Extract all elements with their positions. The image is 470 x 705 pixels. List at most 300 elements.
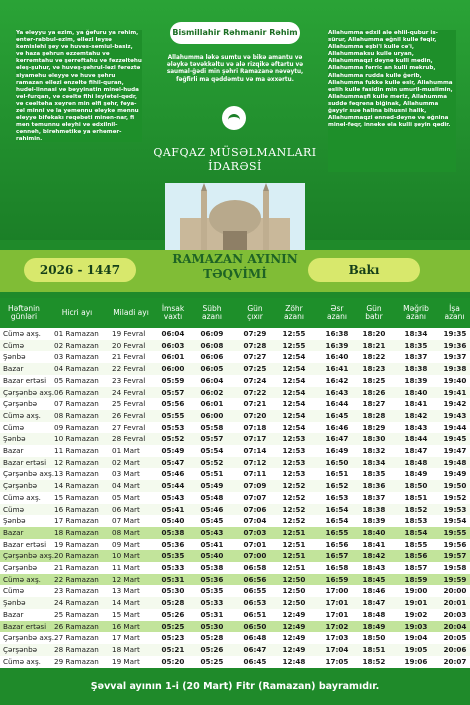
maghrib-cell: 18:49 bbox=[404, 469, 428, 479]
sunrise-cell: 07:03 bbox=[243, 527, 267, 537]
table-row bbox=[0, 410, 470, 422]
header-imsak: İmsak vaxtı bbox=[161, 304, 185, 321]
sunset-cell: 18:48 bbox=[362, 609, 386, 619]
table-row bbox=[0, 433, 470, 445]
maghrib-cell: 18:44 bbox=[404, 434, 428, 444]
sunrise-cell: 06:51 bbox=[243, 609, 267, 619]
hijri-cell: 25 Ramazan bbox=[54, 609, 99, 619]
city-badge: Bakı bbox=[308, 258, 420, 282]
isha-cell: 20:00 bbox=[443, 586, 467, 596]
imsak-cell: 05:59 bbox=[161, 375, 185, 385]
weekday-cell: Cümə bbox=[3, 422, 24, 432]
maghrib-cell: 19:05 bbox=[404, 644, 428, 654]
hijri-cell: 11 Ramazan bbox=[54, 446, 99, 455]
weekday-cell: Çərşənbə bbox=[3, 481, 38, 491]
table-row bbox=[0, 363, 470, 375]
imsak-cell: 05:35 bbox=[161, 551, 185, 561]
weekday-cell: Çərşənbə axş. bbox=[3, 387, 55, 397]
asr-cell: 16:54 bbox=[325, 504, 349, 514]
dhuhr-cell: 12:51 bbox=[282, 563, 306, 572]
isha-cell: 20:03 bbox=[443, 609, 467, 619]
maghrib-cell: 18:56 bbox=[404, 551, 428, 561]
imsak-cell: 05:49 bbox=[161, 446, 185, 455]
table-row bbox=[0, 585, 470, 597]
header-sunrise: Gün çıxır bbox=[247, 304, 263, 321]
hijri-cell: 07 Ramazan bbox=[54, 399, 99, 409]
dhuhr-cell: 12:49 bbox=[282, 644, 306, 654]
isha-cell: 19:42 bbox=[443, 399, 467, 409]
hijri-cell: 09 Ramazan bbox=[54, 422, 99, 432]
gregorian-cell: 03 Mart bbox=[112, 469, 140, 479]
hijri-cell: 02 Ramazan bbox=[54, 340, 99, 350]
isha-cell: 19:35 bbox=[443, 329, 467, 338]
asr-cell: 16:45 bbox=[325, 410, 349, 420]
hijri-cell: 05 Ramazan bbox=[54, 375, 99, 385]
isha-cell: 19:45 bbox=[443, 434, 467, 444]
hijri-cell: 03 Ramazan bbox=[54, 352, 99, 362]
asr-cell: 16:53 bbox=[325, 492, 349, 502]
sunrise-cell: 07:11 bbox=[243, 469, 267, 479]
asr-cell: 16:39 bbox=[325, 340, 349, 350]
fajr-cell: 05:41 bbox=[200, 539, 224, 549]
maghrib-cell: 18:43 bbox=[404, 422, 428, 432]
weekday-cell: Bazar ertəsi bbox=[3, 621, 47, 631]
sunset-cell: 18:37 bbox=[362, 492, 386, 502]
sunset-cell: 18:39 bbox=[362, 516, 386, 526]
fajr-cell: 05:31 bbox=[200, 609, 224, 619]
fajr-cell: 05:33 bbox=[200, 598, 224, 608]
imsak-cell: 05:21 bbox=[161, 644, 185, 654]
dhuhr-cell: 12:54 bbox=[282, 410, 306, 420]
table-row bbox=[0, 445, 470, 457]
maghrib-cell: 19:03 bbox=[404, 621, 428, 631]
gregorian-cell: 11 Mart bbox=[112, 563, 140, 572]
maghrib-cell: 18:42 bbox=[404, 410, 428, 420]
hijri-cell: 23 Ramazan bbox=[54, 586, 99, 596]
dhuhr-cell: 12:54 bbox=[282, 364, 306, 374]
gregorian-cell: 13 Mart bbox=[112, 586, 140, 596]
gregorian-cell: 25 Fevral bbox=[112, 399, 146, 409]
sunrise-cell: 06:56 bbox=[243, 574, 267, 584]
isha-cell: 20:04 bbox=[443, 621, 467, 631]
fajr-cell: 06:09 bbox=[200, 329, 224, 338]
asr-cell: 16:54 bbox=[325, 516, 349, 526]
table-row bbox=[0, 398, 470, 410]
hijri-cell: 18 Ramazan bbox=[54, 527, 99, 537]
weekday-cell: Bazar bbox=[3, 527, 24, 537]
imsak-cell: 05:31 bbox=[161, 574, 185, 584]
dhuhr-cell: 12:54 bbox=[282, 399, 306, 409]
fajr-cell: 06:04 bbox=[200, 375, 224, 385]
sunrise-cell: 07:17 bbox=[243, 434, 267, 444]
isha-cell: 19:58 bbox=[443, 563, 467, 572]
hijri-cell: 17 Ramazan bbox=[54, 516, 99, 526]
imsak-cell: 05:43 bbox=[161, 492, 185, 502]
isha-cell: 19:52 bbox=[443, 492, 467, 502]
dhuhr-cell: 12:51 bbox=[282, 527, 306, 537]
fajr-cell: 05:52 bbox=[200, 457, 224, 467]
fajr-cell: 06:01 bbox=[200, 399, 224, 409]
isha-cell: 19:44 bbox=[443, 422, 467, 432]
maghrib-cell: 18:39 bbox=[404, 375, 428, 385]
dhuhr-cell: 12:50 bbox=[282, 574, 306, 584]
fajr-cell: 06:05 bbox=[200, 364, 224, 374]
fajr-cell: 06:06 bbox=[200, 352, 224, 362]
dhuhr-cell: 12:54 bbox=[282, 387, 306, 397]
header-sunset: Gün batır bbox=[365, 304, 383, 321]
maghrib-cell: 18:55 bbox=[404, 539, 428, 549]
asr-cell: 16:43 bbox=[325, 387, 349, 397]
sunset-cell: 18:25 bbox=[362, 375, 386, 385]
header-hijri: Hicri ayı bbox=[61, 308, 93, 317]
sunrise-cell: 07:27 bbox=[243, 352, 267, 362]
gregorian-cell: 19 Fevral bbox=[112, 329, 146, 338]
asr-cell: 16:38 bbox=[325, 329, 349, 338]
dhuhr-cell: 12:48 bbox=[282, 656, 306, 666]
header-gregorian: Miladi ayı bbox=[113, 308, 149, 317]
gregorian-cell: 09 Mart bbox=[112, 539, 140, 549]
gregorian-cell: 19 Mart bbox=[112, 656, 140, 666]
maghrib-cell: 19:04 bbox=[404, 633, 428, 643]
isha-cell: 19:43 bbox=[443, 410, 467, 420]
hijri-cell: 27 Ramazan bbox=[54, 633, 99, 643]
table-row bbox=[0, 527, 470, 539]
organization-logo bbox=[222, 106, 246, 130]
maghrib-cell: 18:40 bbox=[404, 387, 428, 397]
isha-cell: 20:01 bbox=[443, 598, 467, 608]
imsak-cell: 05:46 bbox=[161, 469, 185, 479]
table-row bbox=[0, 609, 470, 621]
asr-cell: 16:55 bbox=[325, 527, 349, 537]
sunrise-cell: 07:09 bbox=[243, 481, 267, 491]
imsak-cell: 06:04 bbox=[161, 329, 185, 338]
maghrib-cell: 18:47 bbox=[404, 446, 428, 455]
gregorian-cell: 18 Mart bbox=[112, 644, 140, 654]
hijri-cell: 28 Ramazan bbox=[54, 644, 99, 654]
gregorian-cell: 14 Mart bbox=[112, 598, 140, 608]
table-row bbox=[0, 480, 470, 492]
sunset-cell: 18:46 bbox=[362, 586, 386, 596]
weekday-cell: Çərşənbə bbox=[3, 644, 38, 654]
weekday-cell: Cümə axş. bbox=[3, 492, 41, 502]
gregorian-cell: 04 Mart bbox=[112, 481, 140, 491]
gregorian-cell: 12 Mart bbox=[112, 574, 140, 584]
sunset-cell: 18:26 bbox=[362, 387, 386, 397]
table-row bbox=[0, 597, 470, 609]
sunrise-cell: 06:48 bbox=[243, 633, 267, 643]
fajr-cell: 05:40 bbox=[200, 551, 224, 561]
imsak-cell: 05:47 bbox=[161, 457, 185, 467]
asr-cell: 16:56 bbox=[325, 539, 349, 549]
year-badge: 2026 - 1447 bbox=[24, 258, 136, 282]
imsak-cell: 05:57 bbox=[161, 387, 185, 397]
fajr-cell: 05:54 bbox=[200, 446, 224, 455]
table-row bbox=[0, 492, 470, 504]
fajr-cell: 05:28 bbox=[200, 633, 224, 643]
sunrise-cell: 07:24 bbox=[243, 375, 267, 385]
sunset-cell: 18:52 bbox=[362, 656, 386, 666]
table-row bbox=[0, 656, 470, 668]
table-row bbox=[0, 457, 470, 469]
sunset-cell: 18:21 bbox=[362, 340, 386, 350]
dhuhr-cell: 12:53 bbox=[282, 457, 306, 467]
gregorian-cell: 24 Fevral bbox=[112, 387, 146, 397]
sunset-cell: 18:38 bbox=[362, 504, 386, 514]
table-row bbox=[0, 515, 470, 527]
gregorian-cell: 01 Mart bbox=[112, 446, 140, 455]
hijri-cell: 04 Ramazan bbox=[54, 364, 99, 374]
fajr-cell: 05:45 bbox=[200, 516, 224, 526]
hijri-cell: 14 Ramazan bbox=[54, 481, 99, 491]
gregorian-cell: 28 Fevral bbox=[112, 434, 146, 444]
bismillah-title: Bismillahir Rəhmanir Rəhim bbox=[170, 22, 300, 44]
weekday-cell: Şənbə bbox=[3, 516, 26, 526]
dhuhr-cell: 12:53 bbox=[282, 446, 306, 455]
imsak-cell: 06:01 bbox=[161, 352, 185, 362]
fajr-cell: 05:48 bbox=[200, 492, 224, 502]
isha-cell: 19:48 bbox=[443, 457, 467, 467]
weekday-cell: Şənbə bbox=[3, 352, 26, 362]
header-asr: Əsr azanı bbox=[327, 304, 347, 321]
imsak-cell: 05:53 bbox=[161, 422, 185, 432]
weekday-cell: Şənbə bbox=[3, 434, 26, 444]
maghrib-cell: 18:34 bbox=[404, 329, 428, 338]
prayer-text-right: Allahumma ədxil alə əhlil-qubur is-sürur, Allahumma əğnil kullə fəqir, Allahumma əşbi'i kullə cə'i, Allahummaksu kullə uryan, Allahummaqzi dəynə kulli mədin, Allahumma fərric an kulli məkrub, Allahumma rudda kullə ğərib, Allahumma fukkə kullə əsir, Allahumma əslih kullə fasidin min umuril-muslimin, Allahummaşfi kullə məriz, Allahumma suddə fəqrəna biğinak, Allahumma ğayyir suə halina bihusni halik, Allahummaqzi ənnəd-dəynə və əğnina minəl-fəqr, innəkə əla kulli şəyin qədir. bbox=[328, 30, 456, 172]
sunset-cell: 18:35 bbox=[362, 469, 386, 479]
sunset-cell: 18:36 bbox=[362, 481, 386, 491]
sunrise-cell: 07:28 bbox=[243, 340, 267, 350]
sunset-cell: 18:51 bbox=[362, 644, 386, 654]
imsak-cell: 05:26 bbox=[161, 609, 185, 619]
weekday-cell: Cümə bbox=[3, 340, 24, 350]
asr-cell: 16:41 bbox=[325, 364, 349, 374]
gregorian-cell: 20 Fevral bbox=[112, 340, 146, 350]
prayer-text-left: Ya ələyyu ya ezim, ya ğəfuru ya rəhim, əntər-rabbul-ezim, əlləzi leysə kəmisləhi şəy və huvəs-səmiul-basiz, və haza şəhrun əzzəmtahu və kərrəmtahu və şərrəftahu və fəzzəltəhu ələş-şuhur, və huvəş-şəhrul-ləzi fərəztə siyaməhu əleyyə və huvə şəhru ramazan əlləzi ənzəltə fihil-quran, hudəl-linnasi və bəyyinatin minəl-huda vəl-furqan, və cəəltə fihi leylətəl-qədr, və cəəltəha xəyrən min əlfi şəhr, fəya-zəl minni və la yəmənnu ələykə mənnu ələyyə bifəkakı rəqəbəti minən-nar, fi mən təmunnu ələyhi və ədxilnil-cənnəh, birəhmətikə ya ərhəmər-rahimin. bbox=[16, 30, 142, 143]
imsak-cell: 05:30 bbox=[161, 586, 185, 596]
maghrib-cell: 19:06 bbox=[404, 656, 428, 666]
weekday-cell: Cümə axş. bbox=[3, 656, 41, 666]
asr-cell: 16:46 bbox=[325, 422, 349, 432]
hijri-cell: 16 Ramazan bbox=[54, 504, 99, 514]
asr-cell: 16:51 bbox=[325, 469, 349, 479]
sunrise-cell: 07:01 bbox=[243, 539, 267, 549]
isha-cell: 19:38 bbox=[443, 364, 467, 374]
sunset-cell: 18:50 bbox=[362, 633, 386, 643]
gregorian-cell: 22 Fevral bbox=[112, 364, 146, 374]
sunset-cell: 18:22 bbox=[362, 352, 386, 362]
dhuhr-cell: 12:54 bbox=[282, 422, 306, 432]
sunrise-cell: 06:55 bbox=[243, 586, 267, 596]
dhuhr-cell: 12:53 bbox=[282, 469, 306, 479]
isha-cell: 19:56 bbox=[443, 539, 467, 549]
sunrise-cell: 07:04 bbox=[243, 516, 267, 526]
imsak-cell: 05:55 bbox=[161, 410, 185, 420]
sunset-cell: 18:41 bbox=[362, 539, 386, 549]
hijri-cell: 10 Ramazan bbox=[54, 434, 99, 444]
sunset-cell: 18:34 bbox=[362, 457, 386, 467]
asr-cell: 17:01 bbox=[325, 598, 349, 608]
fajr-cell: 05:38 bbox=[200, 563, 224, 572]
table-row bbox=[0, 644, 470, 656]
asr-cell: 16:47 bbox=[325, 434, 349, 444]
gregorian-cell: 06 Mart bbox=[112, 504, 140, 514]
weekday-cell: Bazar bbox=[3, 446, 24, 455]
weekday-cell: Çərşənbə axş. bbox=[3, 469, 55, 479]
prayer-text-middle: Allahumma ləkə sumtu və bikə amantu və ələykə təvəkkəltu və alə rizqikə əftartu və saumal-ğədi min şəhri Ramazanə nəvəytu, fəğfirli ma qəddəmtu və ma əxxərtu. bbox=[166, 55, 304, 83]
maghrib-cell: 18:35 bbox=[404, 340, 428, 350]
maghrib-cell: 18:59 bbox=[404, 574, 428, 584]
fajr-cell: 05:30 bbox=[200, 621, 224, 631]
imsak-cell: 05:56 bbox=[161, 399, 185, 409]
imsak-cell: 05:28 bbox=[161, 598, 185, 608]
hijri-cell: 22 Ramazan bbox=[54, 574, 99, 584]
sunrise-cell: 06:53 bbox=[243, 598, 267, 608]
dhuhr-cell: 12:52 bbox=[282, 504, 306, 514]
dhuhr-cell: 12:51 bbox=[282, 539, 306, 549]
header-fajr: Sübh azanı bbox=[202, 304, 222, 321]
sunrise-cell: 07:12 bbox=[243, 457, 267, 467]
gregorian-cell: 05 Mart bbox=[112, 492, 140, 502]
hijri-cell: 19 Ramazan bbox=[54, 539, 99, 549]
maghrib-cell: 18:53 bbox=[404, 516, 428, 526]
asr-cell: 16:59 bbox=[325, 574, 349, 584]
weekday-cell: Cümə bbox=[3, 586, 24, 596]
sunset-cell: 18:45 bbox=[362, 574, 386, 584]
sunrise-cell: 07:21 bbox=[243, 399, 267, 409]
maghrib-cell: 18:52 bbox=[404, 504, 428, 514]
hijri-cell: 06 Ramazan bbox=[54, 387, 99, 397]
gregorian-cell: 08 Mart bbox=[112, 527, 140, 537]
weekday-cell: Çərşənbə bbox=[3, 399, 38, 409]
asr-cell: 16:58 bbox=[325, 563, 349, 572]
isha-cell: 19:54 bbox=[443, 516, 467, 526]
asr-cell: 16:44 bbox=[325, 399, 349, 409]
hijri-cell: 24 Ramazan bbox=[54, 598, 99, 608]
sunset-cell: 18:32 bbox=[362, 446, 386, 455]
sunrise-cell: 07:00 bbox=[243, 551, 267, 561]
sunrise-cell: 07:20 bbox=[243, 410, 267, 420]
maghrib-cell: 18:50 bbox=[404, 481, 428, 491]
fajr-cell: 06:02 bbox=[200, 387, 224, 397]
weekday-cell: Cümə axş. bbox=[3, 410, 41, 420]
asr-cell: 16:42 bbox=[325, 375, 349, 385]
asr-cell: 17:03 bbox=[325, 633, 349, 643]
maghrib-cell: 18:54 bbox=[404, 527, 428, 537]
gregorian-cell: 16 Mart bbox=[112, 621, 140, 631]
isha-cell: 19:49 bbox=[443, 469, 467, 479]
imsak-cell: 05:40 bbox=[161, 516, 185, 526]
asr-cell: 16:50 bbox=[325, 457, 349, 467]
imsak-cell: 05:52 bbox=[161, 434, 185, 444]
dhuhr-cell: 12:49 bbox=[282, 609, 306, 619]
gregorian-cell: 02 Mart bbox=[112, 457, 140, 467]
asr-cell: 16:57 bbox=[325, 551, 349, 561]
calendar-title: RAMAZAN AYININ TƏQVİMİ bbox=[172, 252, 298, 281]
isha-cell: 19:37 bbox=[443, 352, 467, 362]
table-row bbox=[0, 562, 470, 574]
sunrise-cell: 06:45 bbox=[243, 656, 267, 666]
header-maghrib: Məğrib azanı bbox=[403, 304, 429, 321]
gregorian-cell: 21 Fevral bbox=[112, 352, 146, 362]
header-dhuhr: Zöhr azanı bbox=[284, 304, 304, 321]
sunrise-cell: 07:06 bbox=[243, 504, 267, 514]
hijri-cell: 15 Ramazan bbox=[54, 492, 99, 502]
isha-cell: 19:47 bbox=[443, 446, 467, 455]
imsak-cell: 05:41 bbox=[161, 504, 185, 514]
sunrise-cell: 06:58 bbox=[243, 563, 267, 572]
maghrib-cell: 19:02 bbox=[404, 609, 428, 619]
imsak-cell: 05:44 bbox=[161, 481, 185, 491]
timetable bbox=[0, 328, 470, 668]
weekday-cell: Bazar ertəsi bbox=[3, 539, 47, 549]
isha-cell: 20:06 bbox=[443, 644, 467, 654]
hijri-cell: 13 Ramazan bbox=[54, 469, 99, 479]
isha-cell: 19:41 bbox=[443, 387, 467, 397]
gregorian-cell: 27 Fevral bbox=[112, 422, 146, 432]
sunset-cell: 18:27 bbox=[362, 399, 386, 409]
weekday-cell: Şənbə bbox=[3, 598, 26, 608]
fajr-cell: 05:25 bbox=[200, 656, 224, 666]
isha-cell: 20:05 bbox=[443, 633, 467, 643]
header-isha: İşa azanı bbox=[444, 304, 465, 321]
maghrib-cell: 18:37 bbox=[404, 352, 428, 362]
hijri-cell: 21 Ramazan bbox=[54, 563, 99, 572]
weekday-cell: Bazar ertəsi bbox=[3, 457, 47, 467]
sunset-cell: 18:42 bbox=[362, 551, 386, 561]
fajr-cell: 05:36 bbox=[200, 574, 224, 584]
table-row bbox=[0, 539, 470, 551]
table-row bbox=[0, 387, 470, 399]
asr-cell: 16:49 bbox=[325, 446, 349, 455]
dhuhr-cell: 12:52 bbox=[282, 492, 306, 502]
isha-cell: 19:36 bbox=[443, 340, 467, 350]
maghrib-cell: 19:01 bbox=[404, 598, 428, 608]
sunrise-cell: 07:18 bbox=[243, 422, 267, 432]
dhuhr-cell: 12:55 bbox=[282, 329, 306, 338]
weekday-cell: Çərşənbə axş. bbox=[3, 551, 55, 561]
fajr-cell: 05:35 bbox=[200, 586, 224, 596]
asr-cell: 17:02 bbox=[325, 621, 349, 631]
sunrise-cell: 07:29 bbox=[243, 329, 267, 338]
footer-note: Şəvval ayının 1-i (20 Mart) Fitr (Ramazan) bayramıdır. bbox=[0, 668, 470, 705]
imsak-cell: 05:33 bbox=[161, 563, 185, 572]
isha-cell: 19:57 bbox=[443, 551, 467, 561]
maghrib-cell: 19:00 bbox=[404, 586, 428, 596]
gregorian-cell: 17 Mart bbox=[112, 633, 140, 643]
table-row bbox=[0, 328, 470, 340]
dhuhr-cell: 12:52 bbox=[282, 481, 306, 491]
dhuhr-cell: 12:52 bbox=[282, 516, 306, 526]
imsak-cell: 05:25 bbox=[161, 621, 185, 631]
sunrise-cell: 07:14 bbox=[243, 446, 267, 455]
fajr-cell: 06:08 bbox=[200, 340, 224, 350]
weekday-cell: Çərşənbə bbox=[3, 563, 38, 572]
dhuhr-cell: 12:49 bbox=[282, 621, 306, 631]
organization-name: QAFQAZ MÜSƏLMANLARI İDARƏSİ bbox=[153, 146, 317, 173]
imsak-cell: 05:36 bbox=[161, 539, 185, 549]
fajr-cell: 06:00 bbox=[200, 410, 224, 420]
maghrib-cell: 18:41 bbox=[404, 399, 428, 409]
fajr-cell: 05:58 bbox=[200, 422, 224, 432]
maghrib-cell: 18:51 bbox=[404, 492, 428, 502]
dhuhr-cell: 12:50 bbox=[282, 598, 306, 608]
asr-cell: 16:52 bbox=[325, 481, 349, 491]
hijri-cell: 26 Ramazan bbox=[54, 621, 99, 631]
weekday-cell: Bazar bbox=[3, 364, 24, 374]
gregorian-cell: 07 Mart bbox=[112, 516, 140, 526]
fajr-cell: 05:51 bbox=[200, 469, 224, 479]
dhuhr-cell: 12:55 bbox=[282, 340, 306, 350]
